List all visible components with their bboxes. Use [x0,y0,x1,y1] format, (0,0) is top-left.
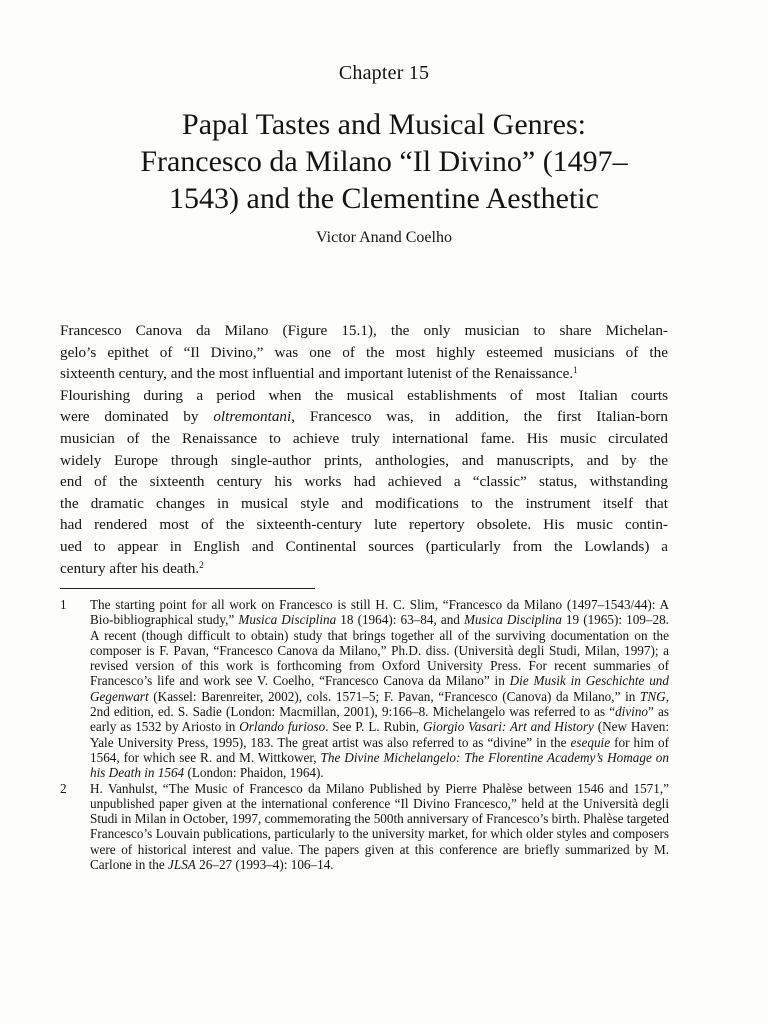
footnote-2 [60,781,669,873]
footnote-1 [60,597,669,781]
footnote-segment: (London: Phaidon, 1964). [184,765,324,781]
footnote-italic: Musica Disciplina [463,612,562,628]
footnote-divider [60,588,315,589]
footnote-segment: The starting point for all work on Francesco is still H. C. Slim, “Francesco da Milano (1497–1543/44): A Bio-bibliographical study,” [90,597,669,628]
body-line-text: century after his death. [60,559,200,577]
footnote-italic: Die Musik in Geschichte und Gegenwart [90,673,669,704]
body-line: ued to appear in English and Continental sources (particularly from the Lowlands) a [60,537,668,555]
body-line [60,363,668,385]
body-line: end of the sixteenth century his works had achieved a “classic” status, withstanding [60,473,668,491]
footnote-italic: Musica Disciplina [238,612,337,628]
footnote-segment: H. Vanhulst, “The Music of Francesco da Milano Published by Pierre Phalèse between 1546 and 1571,” unpublished paper given at the international conference “Il Divino Francesco,” held at the Università degli Studi in Milan in October, 1997, commemorating the 500th anniversary of Francesco’s birth. Phalèse targeted Francesco’s Louvain publications, particularly to the university market, for which older styles and composers were of historical interest and value. The papers given at this conference are briefly summarized by M. Carlone in the [90,780,669,873]
body-line: gelo’s epithet of “Il Divino,” was one of the most highly esteemed musicians of the [60,343,668,361]
body-line: Flourishing during a period when the musical establishments of most Italian courts [60,386,668,404]
chapter-number: Chapter 15 [338,62,430,84]
title-line: Papal Tastes and Musical Genres: [182,108,586,141]
chapter-title [40,106,728,217]
footnotes [60,597,669,872]
footnote-italic: divino [615,704,649,720]
footnote-text [90,781,669,873]
footnote-segment: (New Haven: Yale University Press, 1995), 183. The great artist was also referred to as “divine” in the [90,719,669,750]
footnote-italic: Orlando furioso [239,719,326,735]
footnote-number: 2 [60,780,67,796]
title-line: 1543) and the Clementine Aesthetic [169,182,599,215]
body-line: widely Europe through single-author prints, anthologies, and manuscripts, and by the [60,451,668,469]
author-name: Victor Anand Coelho [316,229,452,246]
footnote-segment: 19 (1965): 109–28. A recent (though difficult to obtain) study that brings together all of the surviving documentation on the composer is F. Pavan, “Francesco Canova da Milano,” Ph.D. diss. (Università degli Studi, Milan, 1997); a revised version of this work is forthcoming from Oxford University Press. For recent summaries of Francesco’s life and work see V. Coelho, “Francesco Canova da Milano” in [90,612,669,689]
footnote-ref-2[interactable]: 2 [199,559,204,570]
footnote-segment: . See P. L. Rubin, [325,719,424,735]
body-line: the dramatic changes in musical style and modifications to the instrument itself that [60,494,668,512]
footnote-segment: , 2nd edition, ed. S. Sadie (London: Macmillan, 2001), 9:166–8. Michelangelo was referred to as “ [90,688,669,720]
body-line-text: , Francesco was, in addition, the first Italian-born [291,408,668,426]
footnote-text [90,597,669,781]
footnote-number: 1 [60,597,67,612]
body-line: Francesco Canova da Milano (Figure 15.1), the only musician to share Michelan- [60,322,668,339]
footnote-italic: The Divine Michelangelo: The Florentine Academy’s Homage on his Death in 1564 [90,749,669,781]
footnote-segment: 26–27 (1993–4): 106–14. [195,857,334,873]
body-line: had rendered most of the sixteenth-century lute repertory obsolete. His music contin- [60,516,668,534]
footnote-italic: esequie [570,734,611,750]
body-line-text: sixteenth century, and the most influential and important lutenist of the Renaissance. [60,365,574,383]
body-line-text: were dominated by [60,408,214,426]
body-line [60,406,668,428]
footnote-segment: (Kassel: Barenreiter, 2002), cols. 1571–5; F. Pavan, “Francesco (Canova) da Milano,” in [148,688,641,704]
footnote-ref-1[interactable]: 1 [573,365,578,376]
title-line: Francesco da Milano “Il Divino” (1497– [140,145,628,178]
italic-term: oltremontani [213,408,292,426]
footnote-segment: ” as early as 1532 by Ariosto in [90,704,669,735]
body-paragraph [60,320,668,579]
footnote-segment: for him of 1564, for which see R. and M. Wittkower, [90,734,669,765]
footnote-italic: JLSA [168,857,196,873]
footnote-italic: TNG [640,688,666,704]
body-line: musician of the Renaissance to achieve truly international fame. His music circulated [60,429,668,447]
footnote-italic: Giorgio Vasari: Art and History [423,719,594,735]
footnote-segment: 18 (1964): 63–84, and [336,612,464,628]
body-line [60,558,668,580]
